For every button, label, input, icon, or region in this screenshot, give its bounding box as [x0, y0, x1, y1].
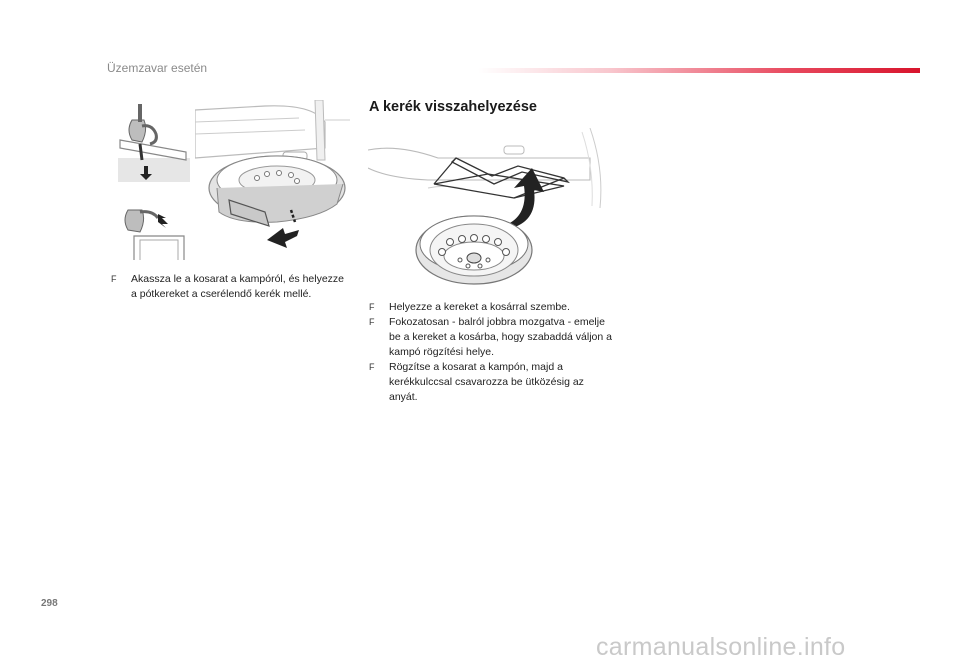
list-item	[369, 315, 614, 360]
header-accent-bar	[478, 68, 920, 73]
list-item	[369, 300, 614, 315]
header-title: Üzemzavar esetén	[107, 61, 208, 75]
watermark-text: carmanualsonline.info	[596, 633, 846, 661]
page-number: 298	[41, 598, 58, 609]
spare-wheel-illustration	[195, 100, 350, 262]
bullet-marker: F	[369, 317, 375, 327]
instruction-text: Rögzítse a kosarat a kampón, majd a kerékkulccsal csavarozza be ütközésig az anyát.	[389, 361, 584, 403]
section-heading: A kerék visszahelyezése	[369, 99, 537, 115]
list-item	[369, 360, 614, 405]
wheel-refit-illustration	[368, 128, 610, 292]
left-instruction-list	[111, 272, 351, 302]
instruction-text: Helyezze a kereket a kosárral szembe.	[389, 301, 570, 313]
bullet-marker: F	[369, 362, 375, 372]
list-item	[111, 272, 351, 302]
hook-detail-illustration	[118, 100, 190, 262]
bullet-marker: F	[111, 274, 117, 284]
instruction-text: Fokozatosan - balról jobbra mozgatva - emelje be a kereket a kosárba, hogy szabaddá váljon a kampó rögzítési helye.	[389, 316, 612, 358]
instruction-text: Akassza le a kosarat a kampóról, és helyezze a pótkereket a cserélendő kerék mellé.	[131, 273, 345, 300]
right-instruction-list	[369, 300, 614, 405]
bullet-marker: F	[369, 302, 375, 312]
